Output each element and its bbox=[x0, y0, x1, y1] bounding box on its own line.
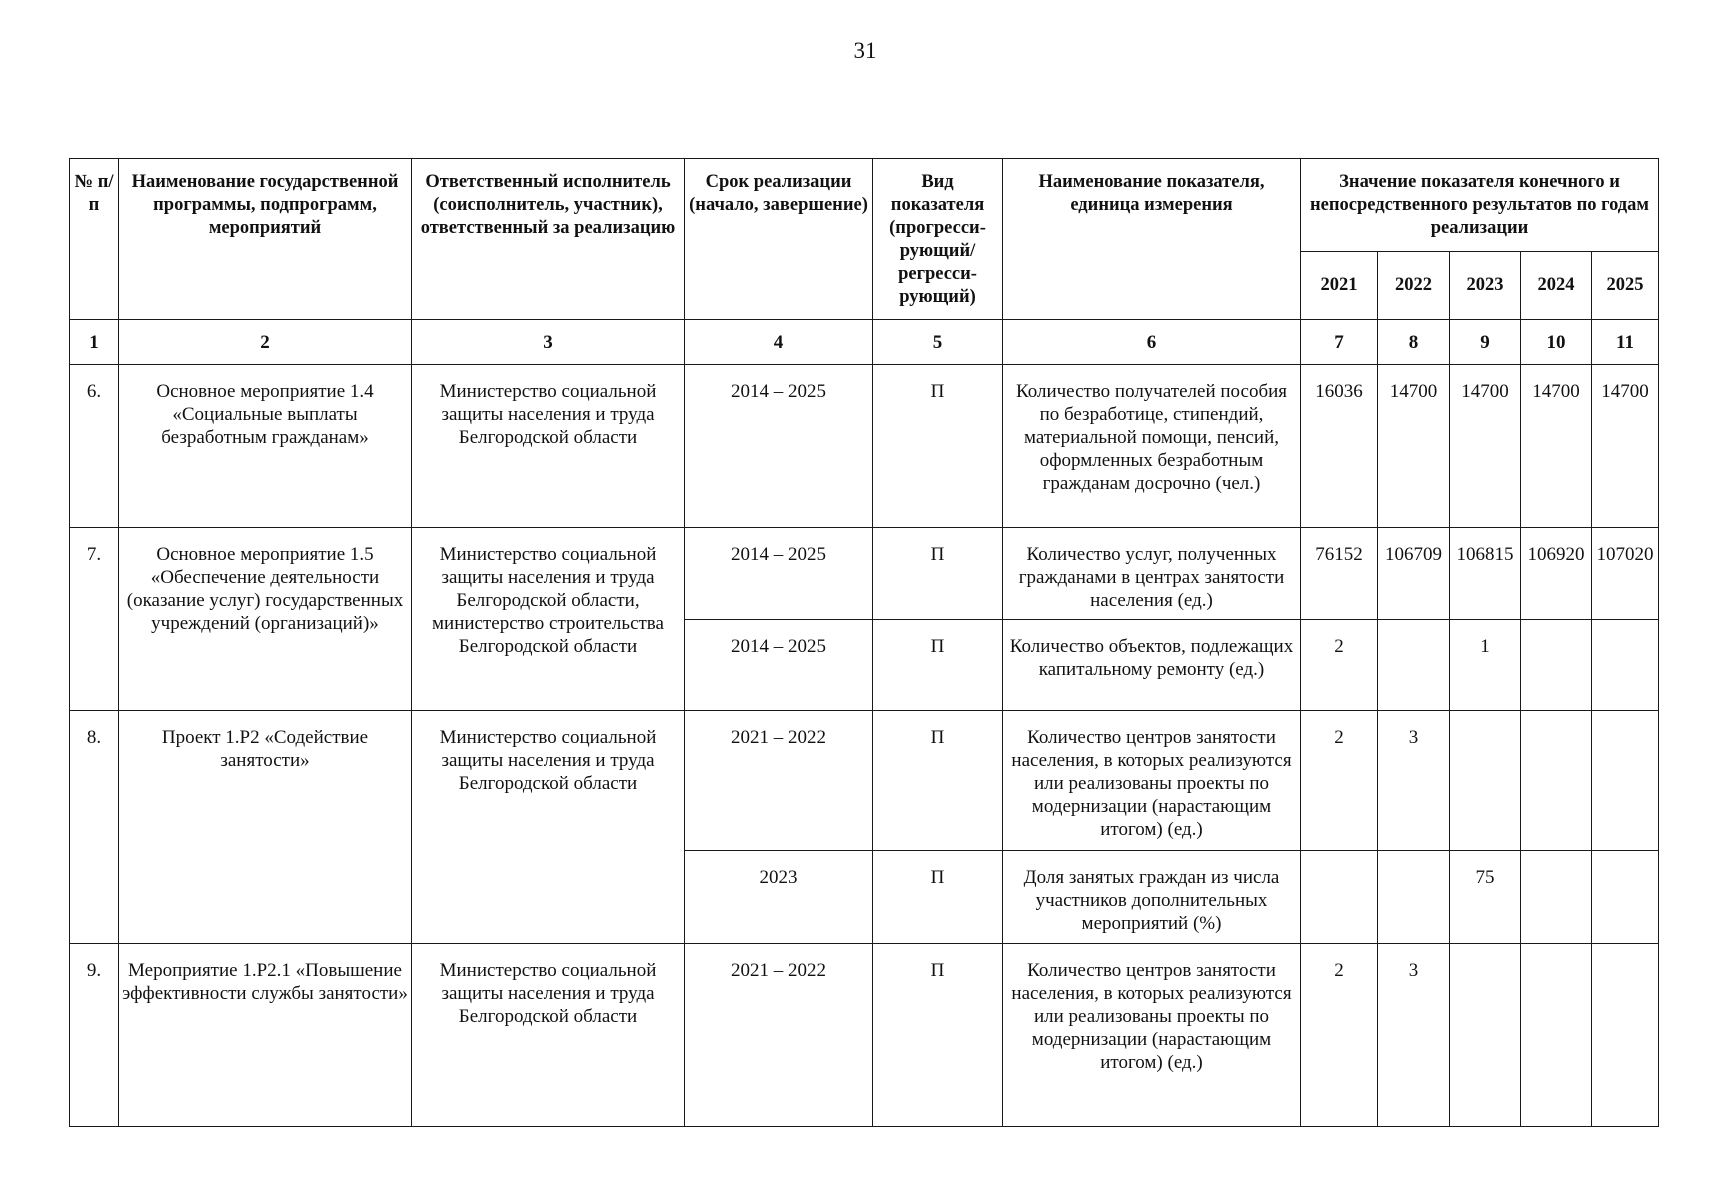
indicator-type: П bbox=[873, 851, 1003, 944]
value-2022: 3 bbox=[1378, 944, 1450, 1127]
row-number: 8. bbox=[70, 711, 119, 944]
row-number: 7. bbox=[70, 528, 119, 711]
header-num: № п/п bbox=[70, 159, 119, 320]
value-2023 bbox=[1450, 944, 1521, 1127]
indicator-type: П bbox=[873, 711, 1003, 851]
column-number: 9 bbox=[1450, 320, 1521, 365]
column-number: 2 bbox=[119, 320, 412, 365]
table-row bbox=[70, 528, 1659, 620]
value-2021: 2 bbox=[1301, 620, 1378, 711]
page-number: 31 bbox=[853, 38, 877, 63]
executor: Министерство социальной защиты населения и труда Белгородской области, министерство строительства Белгородской области bbox=[412, 528, 685, 711]
column-number: 3 bbox=[412, 320, 685, 365]
header-name: Наименование государственной программы, подпрограмм, мероприятий bbox=[119, 159, 412, 320]
value-2022: 3 bbox=[1378, 711, 1450, 851]
column-number: 8 bbox=[1378, 320, 1450, 365]
term: 2014 – 2025 bbox=[685, 528, 873, 620]
column-number: 4 bbox=[685, 320, 873, 365]
value-2023: 14700 bbox=[1450, 365, 1521, 528]
value-2025 bbox=[1592, 620, 1659, 711]
term: 2021 – 2022 bbox=[685, 711, 873, 851]
term: 2014 – 2025 bbox=[685, 365, 873, 528]
indicators-table bbox=[69, 158, 1659, 1127]
value-2025: 107020 bbox=[1592, 528, 1659, 620]
event-name: Основное мероприятие 1.5 «Обеспечение деятельности (оказание услуг) государственных учреждений (организаций)» bbox=[119, 528, 412, 711]
value-2024: 106920 bbox=[1521, 528, 1592, 620]
value-2022: 106709 bbox=[1378, 528, 1450, 620]
value-2023: 1 bbox=[1450, 620, 1521, 711]
indicator-type: П bbox=[873, 528, 1003, 620]
term: 2021 – 2022 bbox=[685, 944, 873, 1127]
value-2021: 2 bbox=[1301, 711, 1378, 851]
indicator-type: П bbox=[873, 365, 1003, 528]
value-2023: 75 bbox=[1450, 851, 1521, 944]
indicator-name: Количество услуг, полученных гражданами в центрах занятости населения (ед.) bbox=[1003, 528, 1301, 620]
column-number: 7 bbox=[1301, 320, 1378, 365]
value-2024 bbox=[1521, 711, 1592, 851]
value-2021: 76152 bbox=[1301, 528, 1378, 620]
table-row bbox=[70, 711, 1659, 851]
indicator-name: Количество объектов, подлежащих капитальному ремонту (ед.) bbox=[1003, 620, 1301, 711]
value-2024 bbox=[1521, 851, 1592, 944]
executor: Министерство социальной защиты населения и труда Белгородской области bbox=[412, 711, 685, 944]
value-2024 bbox=[1521, 944, 1592, 1127]
indicator-type: П bbox=[873, 620, 1003, 711]
header-year: 2025 bbox=[1592, 252, 1659, 320]
row-number: 6. bbox=[70, 365, 119, 528]
column-number: 11 bbox=[1592, 320, 1659, 365]
indicator-name: Количество центров занятости населения, в которых реализуются или реализованы проекты по модернизации (нарастающим итогом) (ед.) bbox=[1003, 711, 1301, 851]
table-row bbox=[70, 944, 1659, 1127]
value-2025 bbox=[1592, 711, 1659, 851]
table-row bbox=[70, 365, 1659, 528]
column-numbers-row bbox=[70, 320, 1659, 365]
event-name: Проект 1.Р2 «Содействие занятости» bbox=[119, 711, 412, 944]
header-year: 2024 bbox=[1521, 252, 1592, 320]
header-term: Срок реализации (начало, завершение) bbox=[685, 159, 873, 320]
header-type: Вид показателя (прогресси-рующий/ регресси-рующий) bbox=[873, 159, 1003, 320]
row-number: 9. bbox=[70, 944, 119, 1127]
indicator-name: Количество получателей пособия по безработице, стипендий, материальной помощи, пенсий, оформленных безработным гражданам досрочно (чел.) bbox=[1003, 365, 1301, 528]
indicator-name: Доля занятых граждан из числа участников дополнительных мероприятий (%) bbox=[1003, 851, 1301, 944]
executor: Министерство социальной защиты населения и труда Белгородской области bbox=[412, 365, 685, 528]
value-2021: 2 bbox=[1301, 944, 1378, 1127]
event-name: Мероприятие 1.Р2.1 «Повышение эффективности службы занятости» bbox=[119, 944, 412, 1127]
term: 2014 – 2025 bbox=[685, 620, 873, 711]
header-executor: Ответственный исполнитель (соисполнитель, участник), ответственный за реализацию bbox=[412, 159, 685, 320]
value-2025 bbox=[1592, 851, 1659, 944]
value-2021: 16036 bbox=[1301, 365, 1378, 528]
header-year: 2022 bbox=[1378, 252, 1450, 320]
event-name: Основное мероприятие 1.4 «Социальные выплаты безработным гражданам» bbox=[119, 365, 412, 528]
header-year: 2021 bbox=[1301, 252, 1378, 320]
value-2025 bbox=[1592, 944, 1659, 1127]
column-number: 5 bbox=[873, 320, 1003, 365]
term: 2023 bbox=[685, 851, 873, 944]
value-2023 bbox=[1450, 711, 1521, 851]
column-number: 10 bbox=[1521, 320, 1592, 365]
column-number: 6 bbox=[1003, 320, 1301, 365]
value-2023: 106815 bbox=[1450, 528, 1521, 620]
column-number: 1 bbox=[70, 320, 119, 365]
header-row bbox=[70, 159, 1659, 252]
executor: Министерство социальной защиты населения и труда Белгородской области bbox=[412, 944, 685, 1127]
indicator-type: П bbox=[873, 944, 1003, 1127]
value-2022 bbox=[1378, 851, 1450, 944]
value-2022: 14700 bbox=[1378, 365, 1450, 528]
value-2025: 14700 bbox=[1592, 365, 1659, 528]
indicator-name: Количество центров занятости населения, в которых реализуются или реализованы проекты по модернизации (нарастающим итогом) (ед.) bbox=[1003, 944, 1301, 1127]
header-indicator: Наименование показателя, единица измерения bbox=[1003, 159, 1301, 320]
header-values: Значение показателя конечного и непосредственного результатов по годам реализации bbox=[1301, 159, 1659, 252]
value-2022 bbox=[1378, 620, 1450, 711]
value-2024: 14700 bbox=[1521, 365, 1592, 528]
header-year: 2023 bbox=[1450, 252, 1521, 320]
value-2024 bbox=[1521, 620, 1592, 711]
value-2021 bbox=[1301, 851, 1378, 944]
